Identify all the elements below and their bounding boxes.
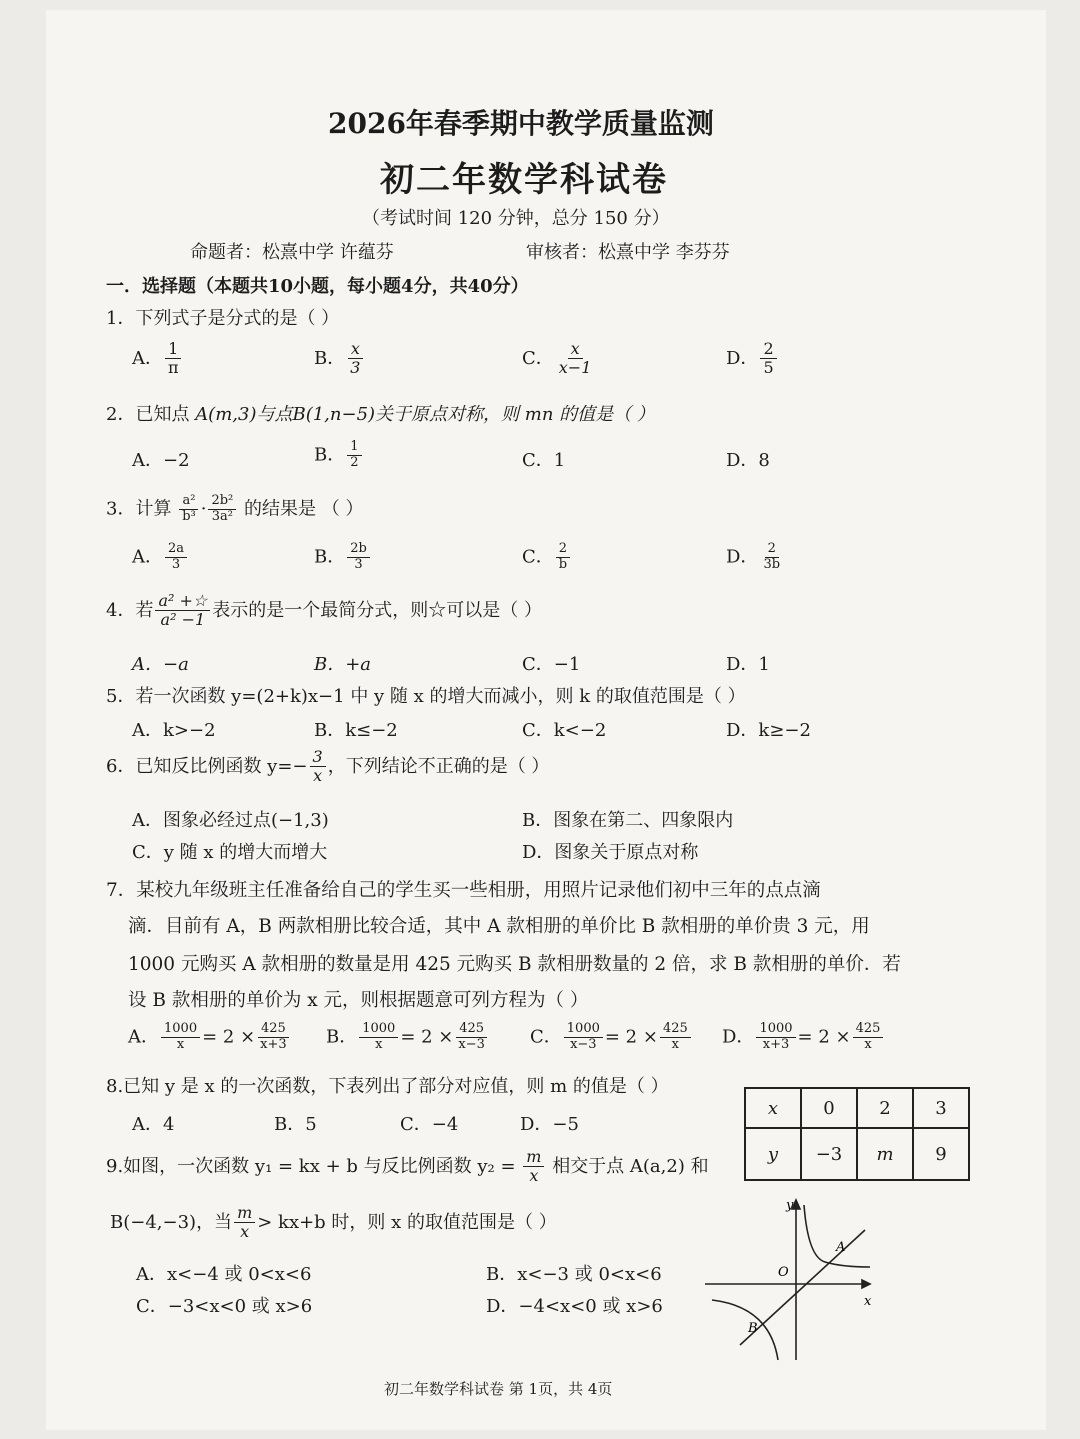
table-row (745, 1128, 969, 1180)
q4-option-d: D．1 (726, 654, 770, 675)
q9-option-c: C．−3<x<0 或 x>6 (136, 1296, 313, 1317)
q7-line-2: 滴．目前有 A，B 两款相册比较合适，其中 A 款相册的单价比 B 款相册的单价贵 3 元，用 (128, 916, 870, 937)
table-cell: 3 (913, 1088, 969, 1128)
q2-option-a: A．−2 (132, 450, 190, 471)
q5-option-b: B．k≤−2 (314, 720, 398, 741)
q9-stem-line-2: B(−4,−3)，当 $\frac{m}{x}$ > kx+b 时，则 x 的取值范围是（ ） (110, 1203, 557, 1242)
q8-option-c: C．−4 (400, 1114, 459, 1135)
q8-stem: 8.已知 y 是 x 的一次函数，下表列出了部分对应值，则 m 的值是（ ） (106, 1076, 669, 1097)
q8-value-table (744, 1087, 970, 1181)
q7-line-3: 1000 元购买 A 款相册的数量是用 425 元购买 B 款相册数量的 2 倍，求 B 款相册的单价．若 (128, 954, 901, 975)
q7-line-4: 设 B 款相册的单价为 x 元，则根据题意可列方程为（ ） (128, 990, 589, 1011)
q3-option-c: C． $\frac{2}{b}$ (522, 542, 572, 573)
graph-x-label: x (864, 1294, 872, 1309)
q2-option-c: C．1 (522, 450, 566, 471)
exam-subtitle: 初二年数学科试卷 (380, 160, 668, 200)
q9-option-d: D．−4<x<0 或 x>6 (486, 1296, 663, 1317)
q9-graph (700, 1195, 900, 1365)
q8-option-a: A．4 (132, 1114, 175, 1135)
q3-option-b: B． $\frac{2b}{3}$ (314, 542, 372, 573)
q7-option-a: A． $\frac{1000}{x}$ = 2 × $\frac{425}{x+3}$ (128, 1022, 292, 1053)
q1-option-d: D． $\frac{2}{5}$ (726, 340, 779, 378)
q1-option-b: B． $\frac{x}{3}$ (314, 340, 365, 378)
hyperbola-branch-1 (804, 1205, 870, 1267)
q7-option-c: C． $\frac{1000}{x-3}$ = 2 × $\frac{425}{x}$ (530, 1022, 693, 1053)
q6-option-c: C．y 随 x 的增大而增大 (132, 842, 328, 863)
q9-option-b: B．x<−3 或 0<x<6 (486, 1264, 662, 1285)
q4-option-b: B．+a (314, 654, 372, 675)
q7-option-b: B． $\frac{1000}{x}$ = 2 × $\frac{425}{x-3}$ (326, 1022, 490, 1053)
table-cell: 0 (801, 1088, 857, 1128)
q3-option-d: D． $\frac{2}{3b}$ (726, 541, 781, 572)
q9-stem: 9.如图，一次函数 y₁ = kx + b 与反比例函数 y₂ = $\frac{m}{x}$ 相交于点 A(a,2) 和 (106, 1147, 709, 1186)
q7-option-d: D． $\frac{1000}{x+3}$ = 2 × $\frac{425}{x}$ (722, 1022, 885, 1053)
q6-option-d: D．图象关于原点对称 (522, 842, 699, 863)
page-footer: 初二年数学科试卷 第 1页，共 4页 (384, 1380, 613, 1398)
q2-stem: 2．已知点 A(m,3)与点B(1,n−5)关于原点对称，则 mn 的值是（ ） (106, 404, 655, 425)
q5-option-a: A．k>−2 (132, 720, 216, 741)
q5-option-c: C．k<−2 (522, 720, 607, 741)
q1-option-c: C． $\frac{x}{x-1}$ (522, 339, 592, 378)
graph-point-a-label: A (836, 1240, 846, 1255)
q6-option-b: B．图象在第二、四象限内 (522, 810, 734, 831)
q9-option-a: A．x<−4 或 0<x<6 (136, 1264, 312, 1285)
q4-option-a: A．−a (132, 654, 189, 675)
q3-stem: 3．计算 $\frac{\text{a²}}{\text{b³}}$ · $\frac{\text{2b²}}{\text{3a²}}$ 的结果是 （ ） (106, 493, 364, 524)
reviewer: 审核者：松熹中学 李芬芬 (526, 242, 730, 263)
x-axis-arrow (862, 1280, 870, 1288)
q8-option-b: B．5 (274, 1114, 317, 1135)
q3-option-a: A． $\frac{2a}{3}$ (132, 542, 189, 573)
q6-stem: 6．已知反比例函数 y=− $\frac{3}{x}$ ，下列结论不正确的是（ ） (106, 747, 550, 786)
table-cell: x (745, 1088, 801, 1128)
exam-info: （考试时间 120 分钟，总分 150 分） (362, 208, 670, 229)
q4-stem: 4．若 $\frac{\text{a² +☆}}{\text{a² −1}}$ 表示的是一个最简分式，则☆可以是（ ） (106, 591, 542, 630)
table-cell: m (857, 1128, 913, 1180)
table-cell: y (745, 1128, 801, 1180)
author: 命题者：松熹中学 许蕴芬 (190, 242, 394, 263)
q6-option-a: A．图象必经过点(−1,3) (132, 810, 329, 831)
q5-stem: 5．若一次函数 y=(2+k)x−1 中 y 随 x 的增大而减小，则 k 的取值范围是（ ） (106, 686, 746, 707)
graph-origin-label: O (778, 1265, 789, 1280)
graph-y-label: y (786, 1198, 794, 1213)
table-row (745, 1088, 969, 1128)
q2-option-b: B． $\frac{1}{2}$ (314, 440, 364, 471)
q1-stem: 1．下列式子是分式的是（ ） (106, 308, 340, 329)
q8-option-d: D．−5 (520, 1114, 579, 1135)
section-heading: 一．选择题（本题共10小题，每小题4分，共40分） (106, 276, 529, 297)
q1-option-a: A． $\frac{1}{\pi}$ (132, 340, 184, 378)
graph-point-b-label: B (748, 1321, 758, 1336)
q5-option-d: D．k≥−2 (726, 720, 811, 741)
table-cell: 9 (913, 1128, 969, 1180)
table-cell: −3 (801, 1128, 857, 1180)
q7-line-1: 7．某校九年级班主任准备给自己的学生买一些相册，用照片记录他们初中三年的点点滴 (106, 880, 821, 901)
table-cell: 2 (857, 1088, 913, 1128)
hyperbola-branch-2 (712, 1300, 778, 1360)
exam-title: 2026年春季期中教学质量监测 (328, 107, 714, 140)
q4-option-c: C．−1 (522, 654, 581, 675)
line-y1 (740, 1230, 865, 1345)
q2-option-d: D．8 (726, 450, 770, 471)
